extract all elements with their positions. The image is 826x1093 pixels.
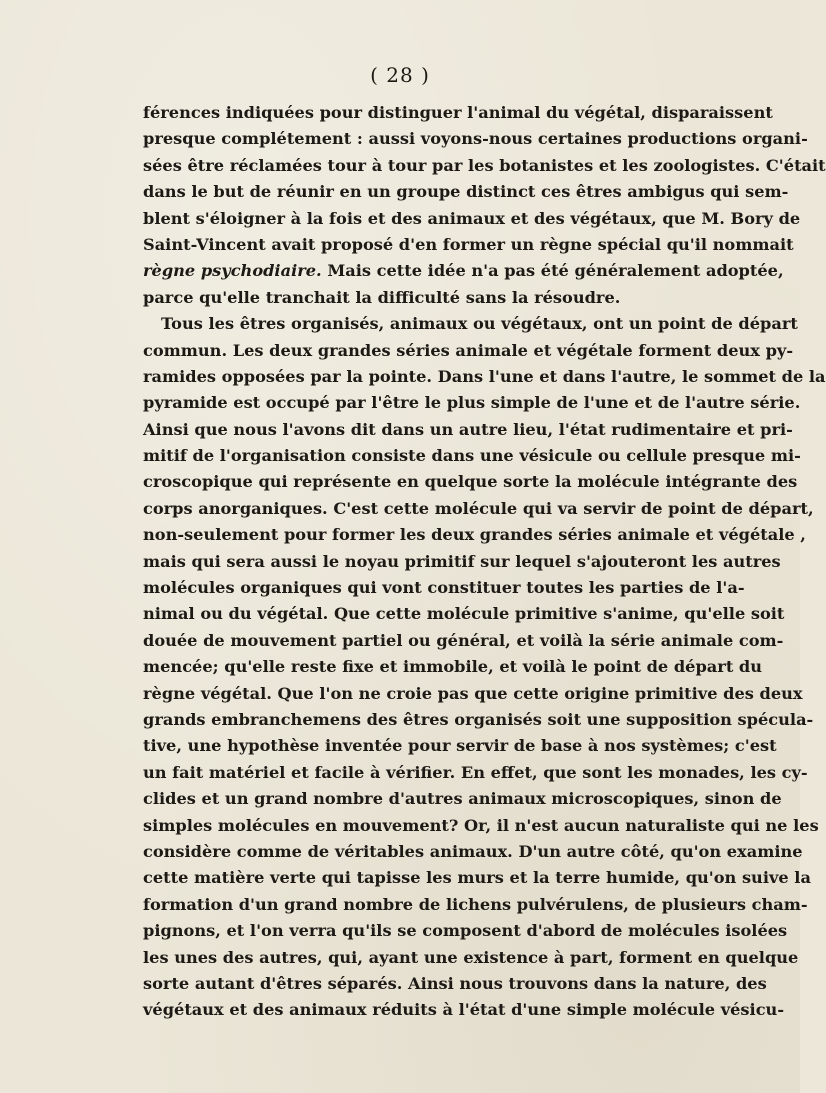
text-line: les unes des autres, qui, ayant une existence à part, forment en quelque xyxy=(143,947,799,967)
text-line: pyramide est occupé par l'être le plus simple de l'une et de l'autre série. xyxy=(143,393,801,413)
text-line: mais qui sera aussi le noyau primitif sur lequel s'ajouteront les autres xyxy=(143,551,781,571)
text-line: considère comme de véritables animaux. D'un autre côté, qu'on examine xyxy=(143,841,803,861)
text-line: sorte autant d'êtres séparés. Ainsi nous trouvons dans la nature, des xyxy=(143,973,767,993)
page-number: ( 28 ) xyxy=(370,63,430,87)
text-line: blent s'éloigner à la fois et des animaux et des végétaux, que M. Bory de xyxy=(143,208,801,228)
text-line: mitif de l'organisation consiste dans une vésicule ou cellule presque mi- xyxy=(143,446,801,466)
text-line: règne psychodiaire. Mais cette idée n'a pas été généralement adoptée, xyxy=(143,261,784,281)
text-line: sées être réclamées tour à tour par les botanistes et les zoologistes. C'était xyxy=(143,155,826,175)
text-line: Tous les êtres organisés, animaux ou végétaux, ont un point de départ xyxy=(161,314,798,334)
text-line: parce qu'elle tranchait la difficulté sans la résoudre. xyxy=(143,287,621,307)
text-line: corps anorganiques. C'est cette molécule qui va servir de point de départ, xyxy=(143,498,814,518)
text-line: commun. Les deux grandes séries animale et végétale forment deux py- xyxy=(143,340,794,360)
text-line: presque complétement : aussi voyons-nous certaines productions organi- xyxy=(143,129,808,149)
text-line: croscopique qui représente en quelque sorte la molécule intégrante des xyxy=(143,472,798,492)
text-line: simples molécules en mouvement? Or, il n'est aucun naturaliste qui ne les xyxy=(143,815,819,835)
text-line: molécules organiques qui vont constituer toutes les parties de l'a- xyxy=(143,578,745,598)
text-line: pignons, et l'on verra qu'ils se composent d'abord de molécules isolées xyxy=(143,921,788,941)
text-line: clides et un grand nombre d'autres animaux microscopiques, sinon de xyxy=(143,789,782,809)
text-line: dans le but de réunir en un groupe distinct ces êtres ambigus qui sem- xyxy=(143,182,789,202)
text-line: grands embranchemens des êtres organisés soit une supposition spécula- xyxy=(143,709,814,729)
text-line: nimal ou du végétal. Que cette molécule primitive s'anime, qu'elle soit xyxy=(143,604,785,624)
text-line: formation d'un grand nombre de lichens pulvérulens, de plusieurs cham- xyxy=(143,894,808,914)
body-text xyxy=(143,100,826,1024)
text-line: végétaux et des animaux réduits à l'état d'une simple molécule vésicu- xyxy=(143,1000,785,1020)
text-line: tive, une hypothèse inventée pour servir de base à nos systèmes; c'est xyxy=(143,736,777,756)
text-line: cette matière verte qui tapisse les murs et la terre humide, qu'on suive la xyxy=(143,868,811,888)
italic-term: règne psychodiaire. xyxy=(143,261,322,281)
text-line: férences indiquées pour distinguer l'animal du végétal, disparaissent xyxy=(143,103,773,122)
text-line: mencée; qu'elle reste fixe et immobile, et voilà le point de départ du xyxy=(143,657,763,677)
text-line: douée de mouvement partiel ou général, et voilà la série animale com- xyxy=(143,630,784,650)
text-line: un fait matériel et facile à vérifier. En effet, que sont les monades, les cy- xyxy=(143,762,808,782)
text-line: ramides opposées par la pointe. Dans l'une et dans l'autre, le sommet de la xyxy=(143,366,826,386)
text-line: Saint-Vincent avait proposé d'en former un règne spécial qu'il nommait xyxy=(143,234,794,254)
text-line: règne végétal. Que l'on ne croie pas que cette origine primitive des deux xyxy=(143,683,803,703)
text-line: non-seulement pour former les deux grandes séries animale et végétale , xyxy=(143,525,806,545)
text-line: Ainsi que nous l'avons dit dans un autre lieu, l'état rudimentaire et pri- xyxy=(143,419,793,439)
